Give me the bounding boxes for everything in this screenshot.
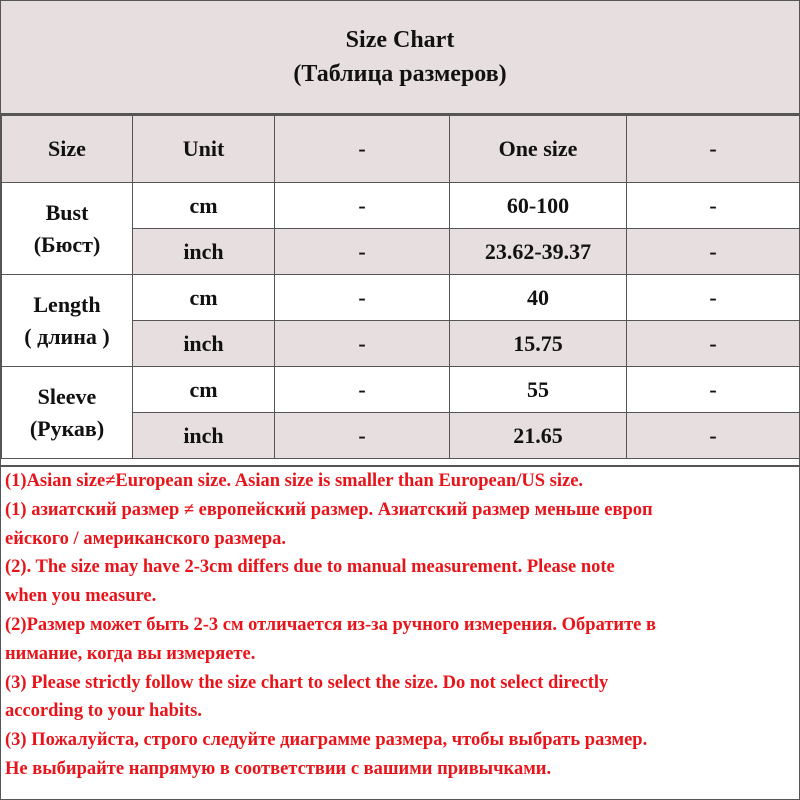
note-line: when you measure. <box>5 586 157 607</box>
label-russian: (Рукав) <box>29 415 105 441</box>
value-cell: 55 <box>450 367 627 413</box>
value-cell: 40 <box>450 275 627 321</box>
table-row <box>2 367 800 413</box>
blank-cell: - <box>275 229 450 275</box>
unit-cell: inch <box>133 321 275 367</box>
row-label-length <box>2 275 133 367</box>
note-line: (3) Please strictly follow the size chart to select the size. Do not select directly <box>5 672 609 693</box>
note-line: (2). The size may have 2-3cm differs due to manual measurement. Please note <box>5 557 615 578</box>
blank-cell: - <box>275 183 450 229</box>
note-line: (3) Пожалуйста, строго следуйте диаграмме размера, чтобы выбрать размер. <box>5 730 648 751</box>
blank-cell: - <box>627 413 800 459</box>
unit-cell: inch <box>133 229 275 275</box>
note-line: ейского / американского размера. <box>5 528 287 549</box>
label-english: Length <box>33 291 101 317</box>
blank-cell: - <box>627 275 800 321</box>
size-table <box>1 115 800 459</box>
blank-cell: - <box>627 229 800 275</box>
title-line-russian: (Таблица размеров) <box>293 61 507 87</box>
header-blank-1: - <box>275 116 450 183</box>
blank-cell: - <box>275 367 450 413</box>
unit-cell: cm <box>133 183 275 229</box>
blank-cell: - <box>627 367 800 413</box>
note-line: (2)Размер может быть 2-3 см отличается из-за ручного измерения. Обратите в <box>5 614 656 635</box>
header-blank-2: - <box>627 116 800 183</box>
notes-section <box>1 465 799 797</box>
unit-cell: cm <box>133 367 275 413</box>
unit-cell: cm <box>133 275 275 321</box>
note-line: (1) азиатский размер ≠ европейский размер. Азиатский размер меньше европ <box>5 499 653 520</box>
value-cell: 15.75 <box>450 321 627 367</box>
note-line: Не выбирайте напрямую в соответствии с вашими привычками. <box>5 758 552 779</box>
row-label-bust <box>2 183 133 275</box>
unit-cell: inch <box>133 413 275 459</box>
chart-title <box>1 1 799 115</box>
header-size: Size <box>2 116 133 183</box>
note-line: according to your habits. <box>5 701 203 722</box>
table-header-row <box>2 116 800 183</box>
blank-cell: - <box>275 413 450 459</box>
blank-cell: - <box>627 321 800 367</box>
value-cell: 21.65 <box>450 413 627 459</box>
label-english: Sleeve <box>37 383 97 409</box>
note-line: нимание, когда вы измеряете. <box>5 643 256 664</box>
table-row <box>2 275 800 321</box>
label-russian: ( длина ) <box>24 323 110 349</box>
header-one-size: One size <box>450 116 627 183</box>
header-unit: Unit <box>133 116 275 183</box>
row-label-sleeve <box>2 367 133 459</box>
note-line: (1)Asian size≠European size. Asian size is smaller than European/US size. <box>5 471 584 491</box>
blank-cell: - <box>275 321 450 367</box>
label-english: Bust <box>45 199 89 225</box>
value-cell: 23.62-39.37 <box>450 229 627 275</box>
blank-cell: - <box>627 183 800 229</box>
label-russian: (Бюст) <box>33 231 101 257</box>
title-line-english: Size Chart <box>345 27 455 53</box>
value-cell: 60-100 <box>450 183 627 229</box>
blank-cell: - <box>275 275 450 321</box>
table-row <box>2 183 800 229</box>
